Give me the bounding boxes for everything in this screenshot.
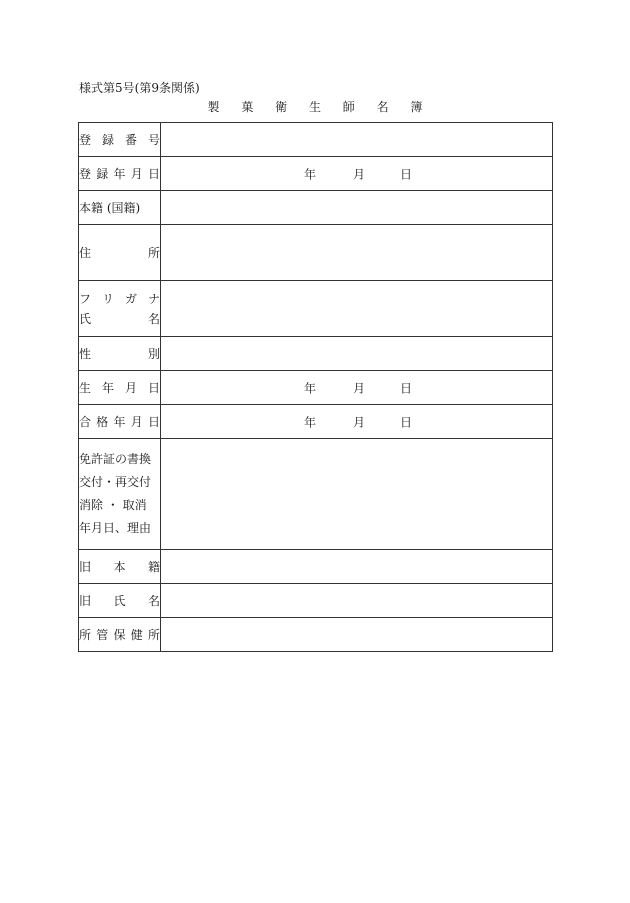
label-pass-date: 合 格 年 月 日 [79, 405, 161, 439]
row-pass-date [79, 405, 553, 439]
date-day-unit: 日 [400, 381, 413, 395]
date-day-unit: 日 [400, 167, 413, 181]
label-registration-date: 登 録 年 月 日 [79, 157, 161, 191]
field-license-events[interactable] [161, 439, 553, 550]
row-address [79, 225, 553, 281]
label-sex: 性 別 [79, 337, 161, 371]
date-day-unit: 日 [400, 415, 413, 429]
label-former-name: 旧 氏 名 [79, 584, 161, 618]
label-health-center: 所 管 保 健 所 [79, 618, 161, 652]
label-birth-date: 生 年 月 日 [79, 371, 161, 405]
field-registration-number[interactable] [161, 123, 553, 157]
row-registration-date [79, 157, 553, 191]
label-honseki: 本籍 (国籍) [79, 191, 161, 225]
row-birth-date [79, 371, 553, 405]
label-registration-number: 登 録 番 号 [79, 123, 161, 157]
label-former-honseki: 旧 本 籍 [79, 550, 161, 584]
row-registration-number [79, 123, 553, 157]
row-former-honseki [79, 550, 553, 584]
field-honseki[interactable] [161, 191, 553, 225]
field-name[interactable] [161, 281, 553, 337]
date-month-unit: 月 [353, 167, 366, 181]
field-former-name[interactable] [161, 584, 553, 618]
field-former-honseki[interactable] [161, 550, 553, 584]
date-month-unit: 月 [353, 415, 366, 429]
form-title: 製 菓 衛 生 師 名 簿 [207, 100, 432, 114]
date-year-unit: 年 [304, 381, 317, 395]
label-address: 住 所 [79, 225, 161, 281]
date-month-unit: 月 [353, 381, 366, 395]
row-honseki [79, 191, 553, 225]
row-former-name [79, 584, 553, 618]
field-address[interactable] [161, 225, 553, 281]
date-year-unit: 年 [304, 167, 317, 181]
field-sex[interactable] [161, 337, 553, 371]
date-year-unit: 年 [304, 415, 317, 429]
row-health-center [79, 618, 553, 652]
field-registration-date[interactable] [161, 157, 553, 191]
label-furigana-name: フ リ ガ ナ 氏 名 [79, 281, 161, 337]
label-license-events: 免許証の書換 交付・再交付 消除 ・ 取消 年月日、理由 [79, 439, 161, 550]
field-birth-date[interactable] [161, 371, 553, 405]
row-sex [79, 337, 553, 371]
field-pass-date[interactable] [161, 405, 553, 439]
row-furigana-name [79, 281, 553, 337]
row-license-events [79, 439, 553, 550]
register-table [78, 122, 553, 652]
form-number: 様式第5号(第9条関係) [79, 81, 200, 95]
field-health-center[interactable] [161, 618, 553, 652]
